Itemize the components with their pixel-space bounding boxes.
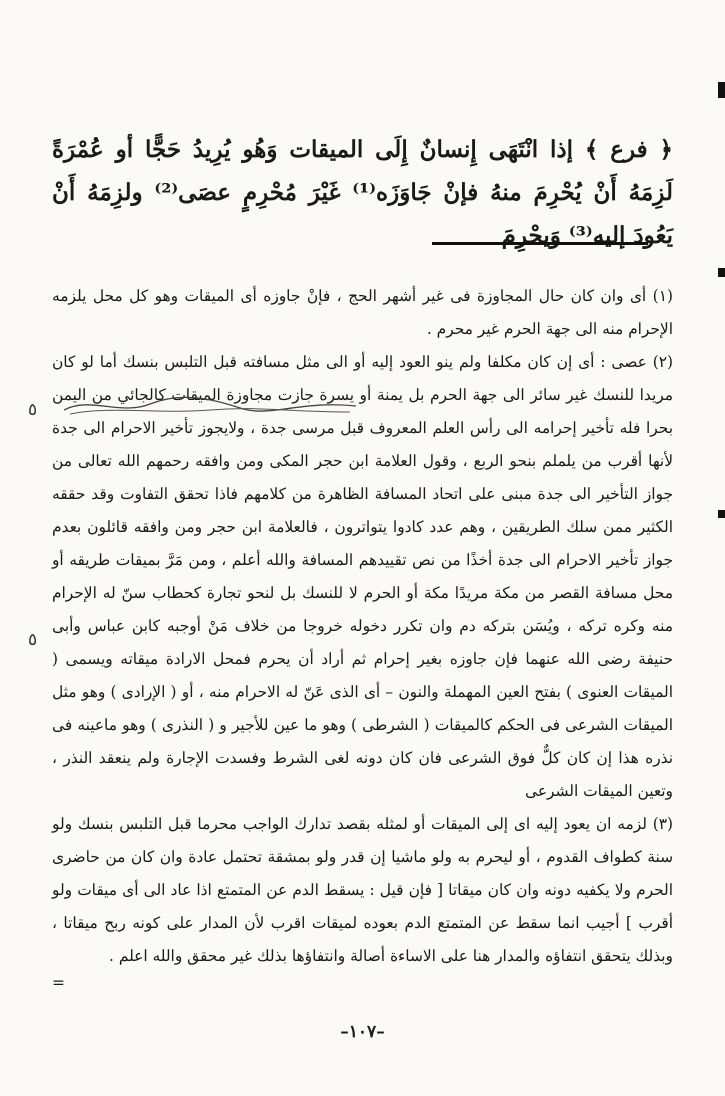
- footnotes: [52, 280, 673, 993]
- footnote-number: (١): [652, 287, 673, 305]
- footnote-number: (٢): [652, 353, 673, 371]
- continuation-mark: =: [52, 974, 65, 992]
- margin-line-number: ٥: [28, 400, 38, 420]
- footnote-number: (٣): [652, 815, 673, 833]
- page-number: –١٠٧–: [340, 1022, 385, 1042]
- margin-line-number: ٥: [28, 630, 38, 650]
- footnote-text: أى وان كان حال المجاوزة فى غير أشهر الحج ، فإنْ جاوزه أى الميقات وهو كل محل يلزمه الإحرام منه الى جهة الحرم غير محرم .: [52, 287, 673, 338]
- section-divider: [432, 242, 648, 245]
- footnote-3: [52, 808, 673, 973]
- footnote-text: عصى : أى إن كان مكلفا ولم ينو العود إليه أو الى مثل مسافته قبل التلبس بنسك أما لو كان مريدا للنسك غير سائر الى جهة الحرم بل يمنة أو يسرة جازت مجاوزة الميقات كالجائي من اليمن بحرا فله تأخير إحرامه الى رأس العلم المعروف قبل مرسى جدة ، ولايجوز تأخير الاحرام الى جدة لأنها أقرب من يلملم بنحو الربع ، وقول العلامة ابن حجر المكى ومن وافقه رحمهم الله تعالى من جواز التأخير الى جدة مبنى على اتحاد المسافة الظاهرة من كلامهم فاذا تحقق التفاوت وقد حققه الكثير ممن سلك الطريقين ، وهم عدد كادوا يتواترون ، فالعلامة ابن حجر ومن وافقه قائلون بعدم جواز تأخير الاحرام الى جدة أخذًا من نص تقييدهم المسافة والله أعلم ، ومن مَرَّ بميقات طريقه أو محل مسافة القصر من مكة مريدًا مكة أو الحرم لا للنسك بل لنحو تجارة كحطاب سنّ له الإحرام منه وكره تركه ، ويُسَن بتركه دم وان تكرر دخوله خروجا من خلاف مَنْ أوجبه كابن عباس وأبى حنيفة رضى الله عنهما فإن جاوزه بغير إحرام ثم أراد أن يحرم فمحل الارادة ميقاته ويسمى ( الميقات العنوى ) بفتح العين المهملة والنون – أى الذى عَنّ له الاحرام منه ، أو ( الإرادى ) وهو مثل الميقات الشرعى فى الحكم كالميقات ( الشرطى ) وهو ما عين للأجير و ( النذرى ) وهو ماعينه فى نذره هذا إن كان كلٌّ فوق الشرعى فان كان دونه لغى الشرط وفسدت الإجارة ولم ينعقد النذر ، وتعين الميقات الشرعى: [52, 353, 673, 800]
- scan-edge-mark: [718, 82, 725, 98]
- scan-edge-mark: [718, 510, 725, 518]
- scan-edge-mark: [718, 268, 725, 277]
- main-text: ﴿ فرع ﴾ إذا انْتَهَى إِنسانٌ إِلَى الميقات وَهُو يُرِيدُ حَجًّا أو عُمْرَةً لَزِمَهُ أَنْ يُحْرِمَ منهُ فإنْ جَاوَزَه⁽¹⁾ غَيْرَ مُحْرِمٍ عصَى⁽²⁾ ولزِمَهُ أَنْ يَعُودَ إليه⁽³⁾ وَيحْرِمَ: [52, 136, 673, 249]
- handwritten-annotation: [60, 392, 360, 418]
- footnote-1: [52, 280, 673, 346]
- footnote-text: لزمه ان يعود إليه اى إلى الميقات أو لمثله بقصد تدارك الواجب محرما قبل التلبس بنسك ولو سنة كطواف القدوم ، أو ليحرم به ولو ماشيا إن قدر ولو بمشقة تحتمل عادة وان كان من حاضرى الحرم ولا يكفيه دونه وان كان ميقاتا [ فإن قيل : يسقط الدم عن المتمتع اذا عاد الى أى ميقات ولو أقرب ] أجيب انما سقط عن المتمتع الدم بعوده لميقات اقرب لأن المدار على كونه ربح ميقاتا ، وبذلك يتحقق انتفاؤه والمدار هنا على الاساءة أصالة وانتفاؤها بذلك غير محقق والله اعلم .: [52, 815, 673, 965]
